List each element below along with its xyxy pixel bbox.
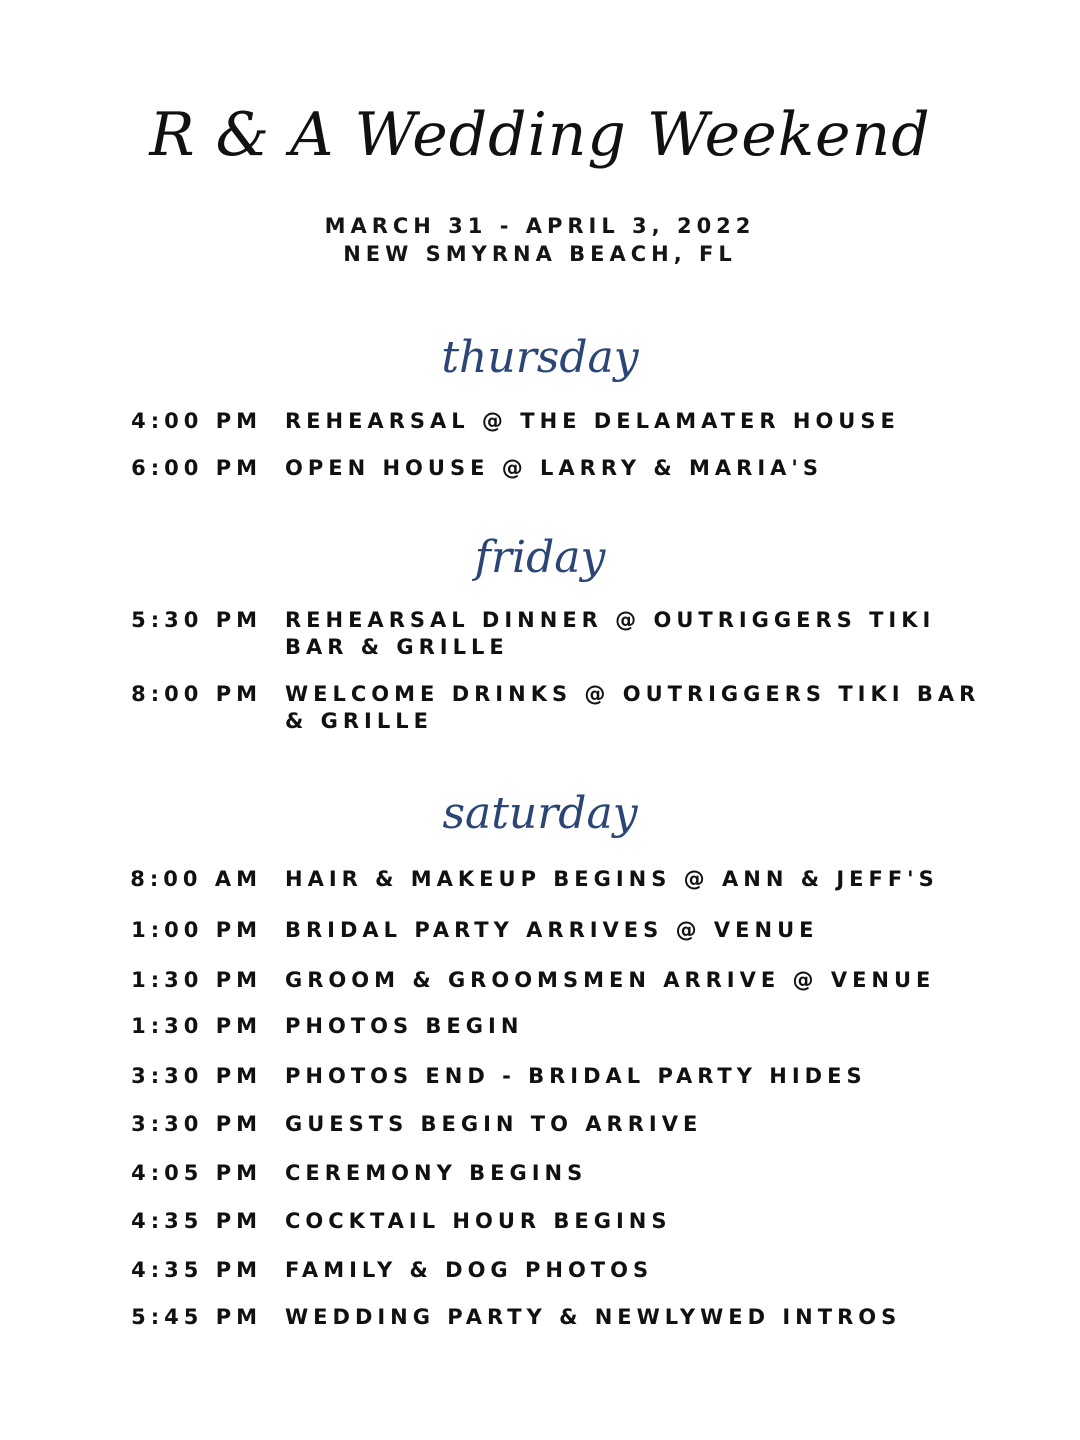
day-heading-thursday: thursday [441, 332, 639, 383]
event-time: 1:30 PM [131, 968, 262, 992]
event-description: PHOTOS END - BRIDAL PARTY HIDES [285, 1064, 867, 1088]
event-description: REHEARSAL @ THE DELAMATER HOUSE [285, 409, 900, 433]
event-time: 8:00 PM [131, 682, 262, 706]
event-time: 3:30 PM [131, 1064, 262, 1088]
page-title: R & A Wedding Weekend [149, 100, 931, 170]
event-time: 5:30 PM [131, 608, 262, 632]
event-time: 5:45 PM [131, 1305, 262, 1329]
event-description: GUESTS BEGIN TO ARRIVE [285, 1112, 703, 1136]
day-heading-saturday: saturday [442, 788, 638, 839]
event-description: CEREMONY BEGINS [285, 1161, 588, 1185]
event-time: 3:30 PM [131, 1112, 262, 1136]
event-description: WELCOME DRINKS @ OUTRIGGERS TIKI BAR & GRILLE [285, 682, 981, 733]
event-time: 6:00 PM [131, 456, 262, 480]
event-description: PHOTOS BEGIN [285, 1014, 524, 1038]
event-description: BRIDAL PARTY ARRIVES @ VENUE [285, 918, 819, 942]
day-heading-friday: friday [474, 532, 606, 583]
event-description: OPEN HOUSE @ LARRY & MARIA'S [285, 456, 823, 480]
event-time: 4:35 PM [131, 1209, 262, 1233]
event-description: WEDDING PARTY & NEWLYWED INTROS [285, 1305, 902, 1329]
event-time: 8:00 AM [130, 867, 262, 891]
event-time: 1:30 PM [131, 1014, 262, 1038]
event-description: HAIR & MAKEUP BEGINS @ ANN & JEFF'S [285, 867, 939, 891]
event-description: REHEARSAL DINNER @ OUTRIGGERS TIKI BAR & GRILLE [285, 608, 936, 659]
event-time: 4:00 PM [131, 409, 262, 433]
event-dates: MARCH 31 - APRIL 3, 2022 [324, 214, 756, 238]
event-description: GROOM & GROOMSMEN ARRIVE @ VENUE [285, 968, 936, 992]
event-description: FAMILY & DOG PHOTOS [285, 1258, 654, 1282]
event-location: NEW SMYRNA BEACH, FL [343, 242, 737, 266]
event-description: COCKTAIL HOUR BEGINS [285, 1209, 672, 1233]
event-time: 1:00 PM [131, 918, 262, 942]
event-time: 4:35 PM [131, 1258, 262, 1282]
event-time: 4:05 PM [131, 1161, 262, 1185]
